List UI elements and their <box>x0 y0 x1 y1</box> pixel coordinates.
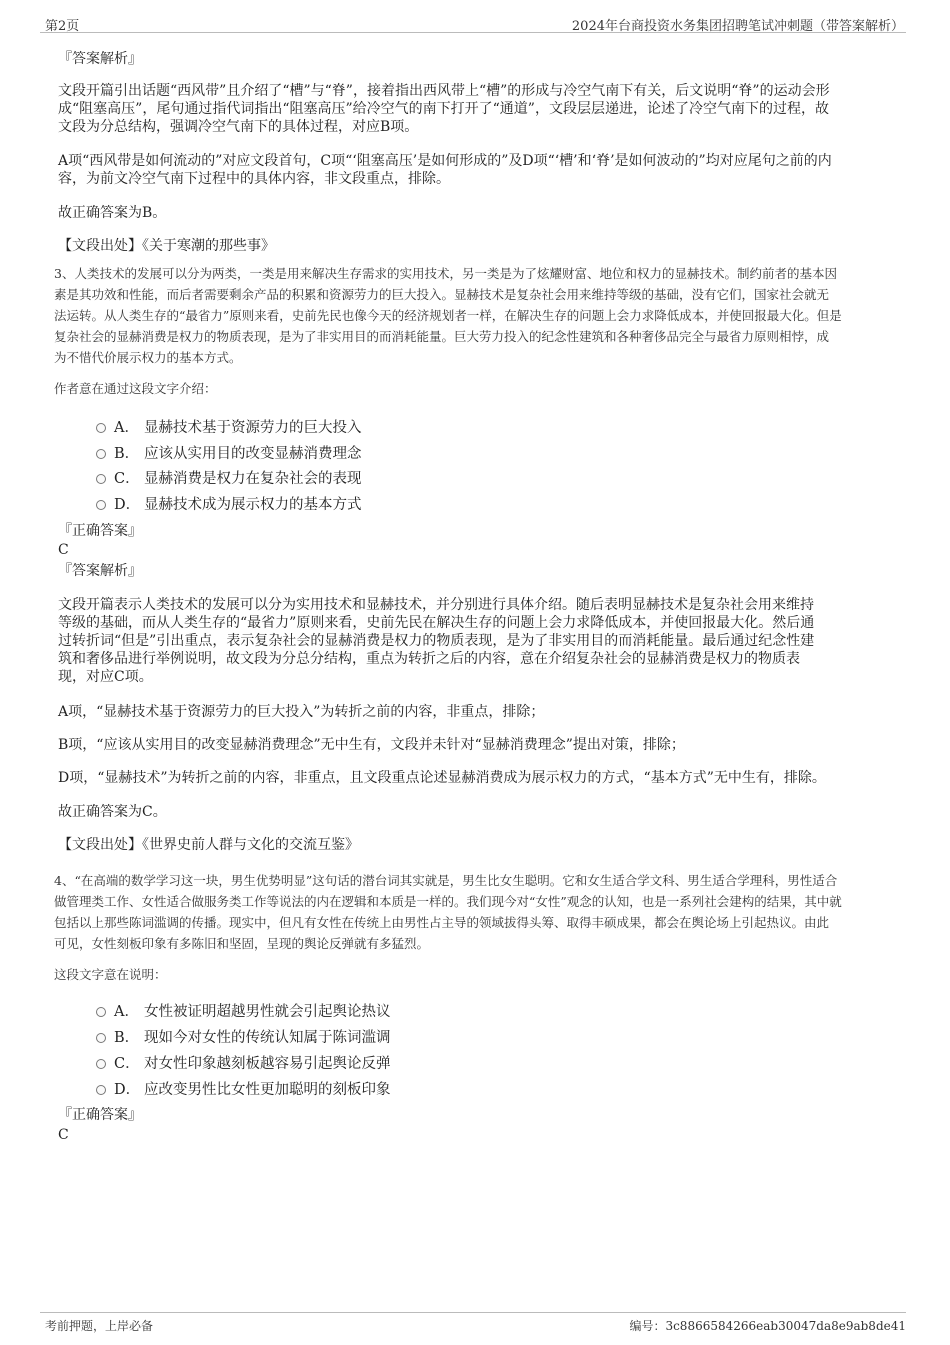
analysis-paragraph: B项，“应该从实用目的改变显赫消费理念”无中生有，文段并未针对“显赫消费理念”提出对策，排除； <box>58 737 685 753</box>
text-line: 文段为分总结构，强调冷空气南下的具体过程，对应B项。 <box>58 119 419 135</box>
page-header <box>40 12 906 33</box>
question-stem <box>54 263 842 368</box>
text-line: 4、“在高端的数学学习这一块，男生优势明显”这句话的潜台词其实就是，男生比女生聪明。它和女生适合学文科、男生适合学理科，男性适合 <box>54 873 838 888</box>
option-a[interactable]: A． 显赫技术基于资源劳力的巨大投入 <box>96 416 362 436</box>
radio-icon[interactable] <box>96 423 106 433</box>
option-a[interactable]: A． 女性被证明超越男性就会引起舆论热议 <box>96 1000 391 1020</box>
question-prompt: 这段文字意在说明： <box>54 967 167 982</box>
text-line: 过转折词“但是”引出重点，表示复杂社会的显赫消费是权力的物质表现，是为了非实用目的而消耗能量。最后通过纪念性建 <box>58 633 815 649</box>
source-citation: 【文段出处】《关于寒潮的那些事》 <box>58 238 275 254</box>
text-line: 容，为前文冷空气南下过程中的具体内容，非文段重点，排除。 <box>58 171 450 187</box>
radio-icon[interactable] <box>96 474 106 484</box>
text-line: A项“西风带是如何流动的”对应文段首句，C项“‘阻塞高压’是如何形成的”及D项“‘槽’和‘脊’是如何波动的”均对应尾句之前的内 <box>58 153 832 169</box>
text-line: 包括以上那些陈词滥调的传播。现实中，但凡有女性在传统上由男性占主导的领域拔得头筹、取得丰硕成果，都会在舆论场上引起热议。由此 <box>54 915 830 930</box>
text-line: 法运转。从人类生存的“最省力”原则来看，史前先民也像今天的经济规划者一样，在解决生存的问题上会力求降低成本，并使回报最大化。但是 <box>54 308 842 323</box>
text-line: 文段开篇表示人类技术的发展可以分为实用技术和显赫技术，并分别进行具体介绍。随后表明显赫技术是复杂社会用来维持 <box>58 597 814 613</box>
option-c[interactable]: C． 显赫消费是权力在复杂社会的表现 <box>96 467 362 487</box>
question-stem <box>54 870 842 954</box>
radio-icon[interactable] <box>96 449 106 459</box>
analysis-paragraph <box>58 152 832 188</box>
analysis-label: 『答案解析』 <box>58 563 142 579</box>
answer-conclusion: 故正确答案为C。 <box>58 804 167 820</box>
question-prompt: 作者意在通过这段文字介绍： <box>54 381 217 396</box>
text-line: 复杂社会的显赫消费是权力的物质表现，是为了非实用目的而消耗能量。巨大劳力投入的纪念性建筑和各种奢侈品完全与最省力原则相悖，成 <box>54 329 830 344</box>
page-number: 第2页 <box>45 19 80 34</box>
answer-conclusion: 故正确答案为B。 <box>58 205 167 221</box>
source-citation: 【文段出处】《世界史前人群与文化的交流互鉴》 <box>58 837 359 853</box>
footer-slogan: 考前押题，上岸必备 <box>45 1319 154 1333</box>
text-line: 做管理类工作、女性适合做服务类工作等说法的内在逻辑和本质是一样的。我们现今对“女性”观念的认知，也是一系列社会建构的结果，其中就 <box>54 894 842 909</box>
correct-answer-label: 『正确答案』 <box>58 1107 142 1123</box>
text-line: 筑和奢侈品进行举例说明，故文段为分总分结构，重点为转折之后的内容，意在介绍复杂社会的显赫消费是权力的物质表 <box>58 651 800 667</box>
text-line: 3、人类技术的发展可以分为两类，一类是用来解决生存需求的实用技术，另一类是为了炫耀财富、地位和权力的显赫技术。制约前者的基本因 <box>54 266 837 281</box>
page-footer <box>40 1312 906 1335</box>
correct-answer: C <box>58 1127 69 1143</box>
option-c[interactable]: C． 对女性印象越刻板越容易引起舆论反弹 <box>96 1052 391 1072</box>
text-line: 文段开篇引出话题“西风带”且介绍了“槽”与“脊”，接着指出西风带上“槽”的形成与冷空气南下有关，后文说明“脊”的运动会形 <box>58 83 830 99</box>
radio-icon[interactable] <box>96 1059 106 1069</box>
analysis-label: 『答案解析』 <box>58 51 142 67</box>
text-line: 成“阻塞高压”，尾句通过指代词指出“阻塞高压”给冷空气的南下打开了“通道”，文段层层递进，论述了冷空气南下的过程，故 <box>58 101 829 117</box>
text-line: 为不惜代价展示权力的基本方式。 <box>54 350 242 365</box>
option-d[interactable]: D． 显赫技术成为展示权力的基本方式 <box>96 493 362 513</box>
analysis-paragraph <box>58 596 814 686</box>
document-title: 2024年台商投资水务集团招聘笔试冲刺题（带答案解析） <box>571 19 904 34</box>
radio-icon[interactable] <box>96 1033 106 1043</box>
analysis-paragraph <box>58 82 830 136</box>
text-line: 现，对应C项。 <box>58 669 153 685</box>
analysis-paragraph: D项，“显赫技术”为转折之前的内容，非重点，且文段重点论述显赫消费成为展示权力的方式，“基本方式”无中生有，排除。 <box>58 770 826 786</box>
analysis-paragraph: A项，“显赫技术基于资源劳力的巨大投入”为转折之前的内容，非重点，排除； <box>58 704 545 720</box>
radio-icon[interactable] <box>96 500 106 510</box>
radio-icon[interactable] <box>96 1007 106 1017</box>
correct-answer-label: 『正确答案』 <box>58 523 142 539</box>
option-b[interactable]: B． 应该从实用目的改变显赫消费理念 <box>96 442 362 462</box>
option-d[interactable]: D． 应改变男性比女性更加聪明的刻板印象 <box>96 1078 391 1098</box>
radio-icon[interactable] <box>96 1085 106 1095</box>
text-line: 素是其功效和性能，而后者需要剩余产品的积累和资源劳力的巨大投入。显赫技术是复杂社会用来维持等级的基础，没有它们，国家社会就无 <box>54 287 830 302</box>
correct-answer: C <box>58 542 69 558</box>
document-id: 编号：3c8866584266eab30047da8e9ab8de41 <box>629 1319 906 1333</box>
option-b[interactable]: B． 现如今对女性的传统认知属于陈词滥调 <box>96 1026 391 1046</box>
text-line: 等级的基础，而从人类生存的“最省力”原则来看，史前先民在解决生存的问题上会力求降低成本，并使回报最大化。然后通 <box>58 615 815 631</box>
text-line: 可见，女性刻板印象有多陈旧和坚固，呈现的舆论反弹就有多猛烈。 <box>54 936 430 951</box>
